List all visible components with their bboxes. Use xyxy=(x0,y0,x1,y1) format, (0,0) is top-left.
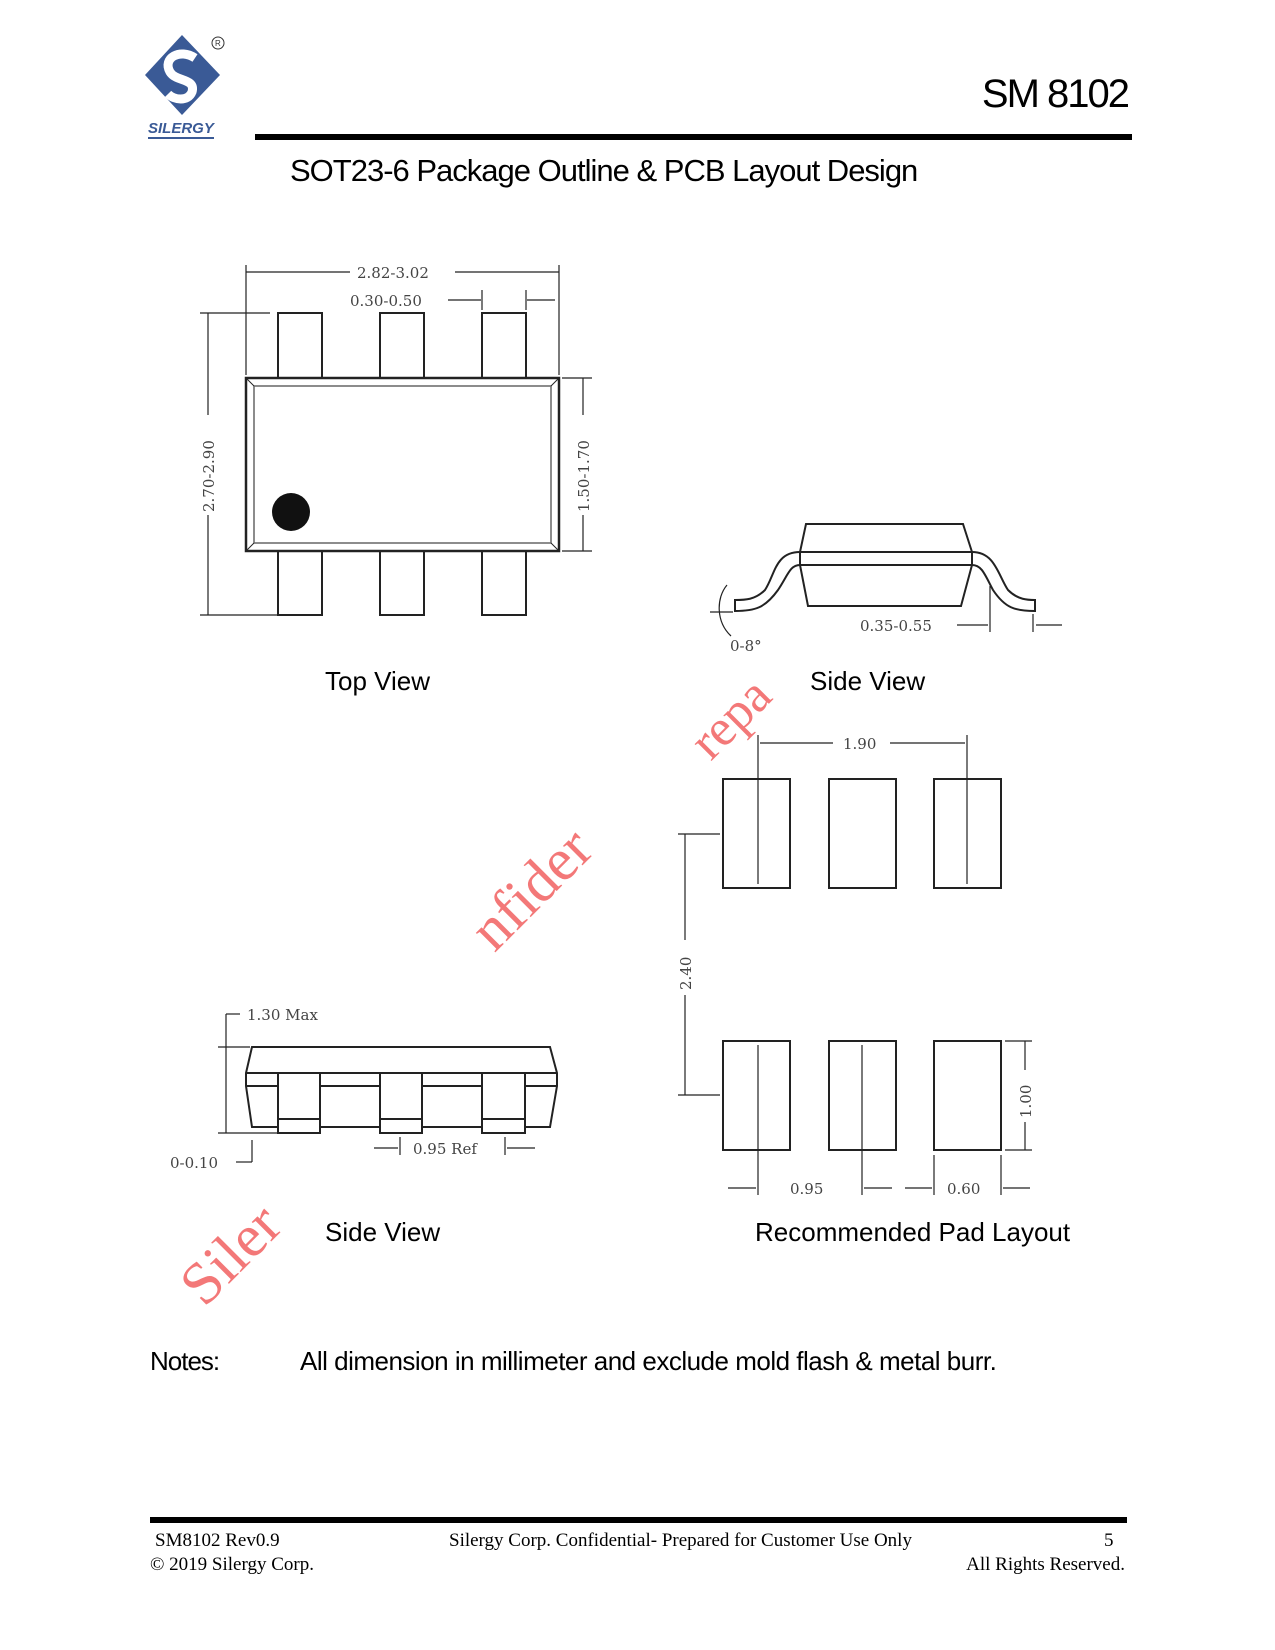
dim-pad-pitch: 0.95 xyxy=(790,1180,824,1198)
dim-standoff: 0-0.10 xyxy=(170,1154,219,1172)
dim-overall-length: 2.70-2.90 xyxy=(200,440,218,512)
top-view-label: Top View xyxy=(325,666,431,696)
pad-layout-label: Recommended Pad Layout xyxy=(755,1217,1071,1247)
watermark-fragment: Siler xyxy=(166,1190,294,1318)
pin1-marker xyxy=(272,493,310,531)
dim-row-spacing: 2.40 xyxy=(677,956,695,990)
watermark-fragment: nfider xyxy=(456,814,605,963)
pad-layout-drawing xyxy=(678,735,1032,1195)
side-view-left-label: Side View xyxy=(325,1217,441,1247)
footer-revision: SM8102 Rev0.9 xyxy=(155,1530,280,1551)
dim-lead-width: 0.30-0.50 xyxy=(350,292,422,310)
dim-lead-pitch: 0.95 Ref xyxy=(413,1140,477,1158)
notes-label: Notes: xyxy=(150,1346,220,1376)
notes-text: All dimension in millimeter and exclude mold flash & metal burr. xyxy=(300,1346,997,1376)
footer-page-number: 5 xyxy=(1104,1530,1114,1551)
logo-text: SILERGY xyxy=(148,120,214,137)
footer-rights: All Rights Reserved. xyxy=(966,1554,1125,1575)
page-title: SOT23-6 Package Outline & PCB Layout Design xyxy=(290,153,918,188)
svg-text:R: R xyxy=(215,39,221,48)
part-number: SM 8102 xyxy=(981,72,1128,116)
footer-confidential: Silergy Corp. Confidential- Prepared for Customer Use Only xyxy=(449,1530,912,1551)
side-view-left-drawing xyxy=(218,1014,557,1162)
footer-copyright: © 2019 Silergy Corp. xyxy=(150,1554,314,1575)
dim-body-width: 1.50-1.70 xyxy=(575,440,593,512)
top-view-drawing xyxy=(200,265,592,615)
dim-foot-angle: 0-8° xyxy=(730,637,762,655)
footer-rule xyxy=(150,1517,1127,1523)
dim-height: 1.30 Max xyxy=(247,1006,318,1024)
dim-pad-length: 1.00 xyxy=(1017,1084,1035,1118)
watermark-fragment: repa xyxy=(678,666,783,771)
dim-pad-outer-pitch: 1.90 xyxy=(843,735,877,753)
dim-pad-width: 0.60 xyxy=(947,1180,981,1198)
side-view-right-label: Side View xyxy=(810,666,926,696)
dim-foot-length: 0.35-0.55 xyxy=(860,617,932,635)
dim-overall-width: 2.82-3.02 xyxy=(357,264,429,282)
